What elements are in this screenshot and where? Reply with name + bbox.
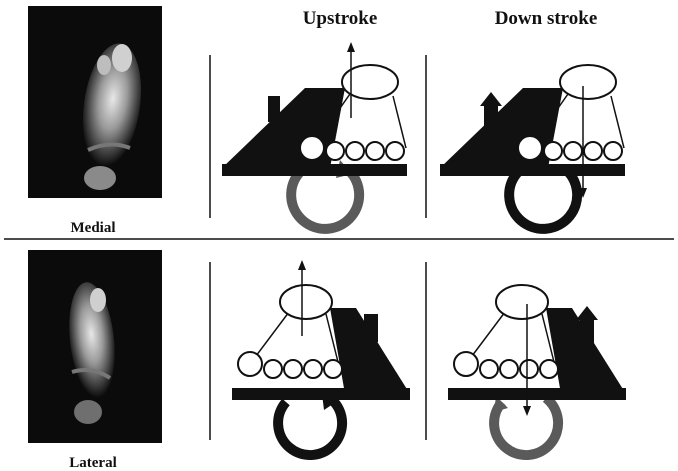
foot-force-ellipse — [560, 65, 616, 99]
lateral-upstroke-diagram — [232, 260, 410, 455]
rotation-arrow — [291, 168, 359, 229]
lateral-photo — [28, 250, 162, 443]
foot-force-ellipse — [496, 285, 548, 319]
lateral-downstroke-diagram — [448, 285, 626, 455]
lateral-label: Lateral — [69, 455, 117, 471]
rotation-arrow — [278, 398, 342, 455]
heel-block — [364, 314, 378, 342]
heel-block — [268, 96, 280, 122]
foot-force-ellipse — [280, 285, 332, 319]
medial-label: Medial — [70, 220, 116, 236]
medial-upstroke-diagram — [222, 42, 407, 229]
rotation-arrow — [509, 168, 577, 229]
heel-arrow-block — [580, 318, 594, 344]
upstroke-header: Upstroke — [302, 8, 378, 29]
medial-photo — [28, 6, 162, 198]
heel-arrow-block — [484, 104, 498, 126]
downstroke-header: Down stroke — [494, 8, 598, 29]
medial-downstroke-diagram — [440, 65, 625, 229]
